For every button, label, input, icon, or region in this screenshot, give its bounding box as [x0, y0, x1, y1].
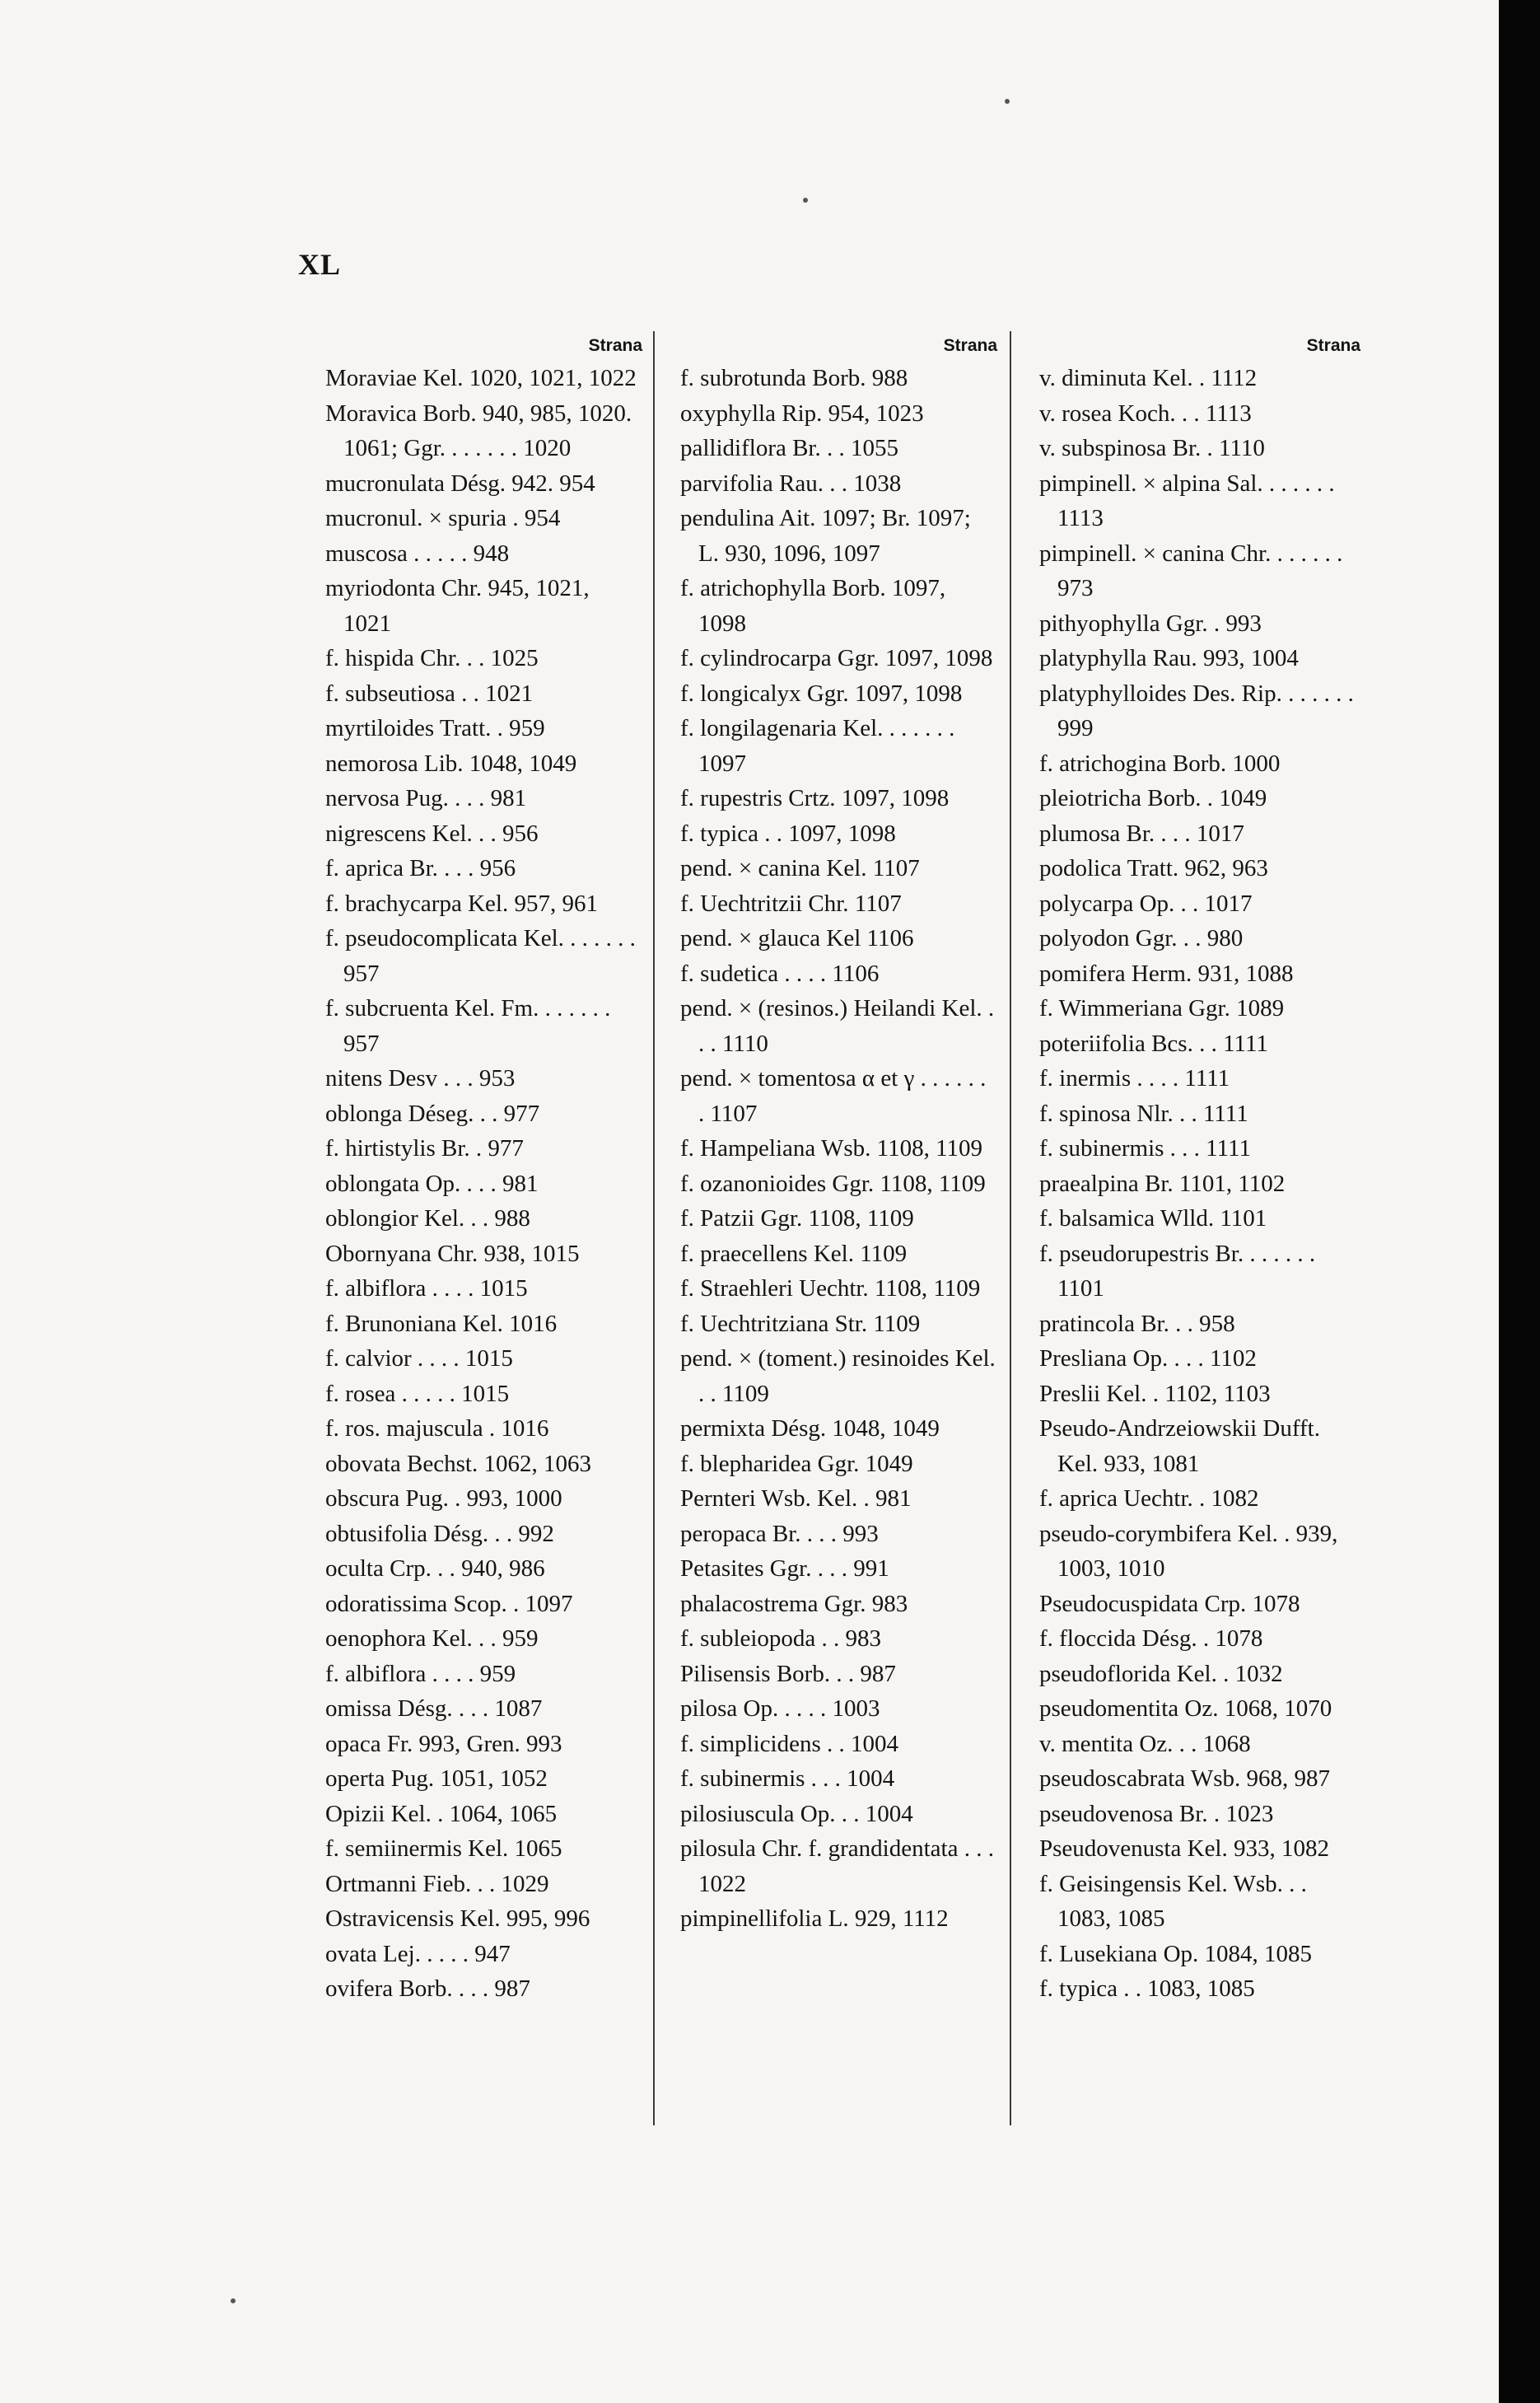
index-entry: f. atrichogina Borb. 1000	[1039, 750, 1281, 777]
index-entry: f. subcruenta Kel. Fm. . . . . . . 957	[325, 995, 617, 1057]
index-column-3	[1039, 331, 1360, 2007]
column-divider	[653, 331, 655, 2125]
entry-list	[680, 361, 1002, 1937]
index-entry: Presliana Op. . . . 1102	[1039, 1345, 1257, 1372]
index-entry: f. cylindrocarpa Ggr. 1097, 1098	[680, 645, 993, 671]
index-entry: f. semiinermis Kel. 1065	[325, 1835, 562, 1862]
index-entry: v. mentita Oz. . . 1068	[1039, 1730, 1251, 1757]
entry-list	[325, 361, 642, 2007]
index-entry: mucronul. × spuria . 954	[325, 505, 561, 531]
index-entry: ovata Lej. . . . . 947	[325, 1940, 511, 1967]
index-entry: Pseudocuspidata Crp. 1078	[1039, 1590, 1300, 1617]
index-entry: f. Brunoniana Kel. 1016	[325, 1310, 558, 1337]
index-entry: peropaca Br. . . . 993	[680, 1520, 879, 1547]
index-entry: poteriifolia Bcs. . . 1111	[1039, 1030, 1268, 1057]
index-entry: omissa Désg. . . . 1087	[325, 1695, 543, 1722]
index-entry: platyphylloides Des. Rip. . . . . . . 999	[1039, 680, 1360, 741]
index-entry: muscosa . . . . . 948	[325, 540, 510, 567]
index-entry: f. spinosa Nlr. . . 1111	[1039, 1100, 1248, 1127]
entry-list	[1039, 361, 1360, 2007]
index-entry: f. subseutiosa . . 1021	[325, 680, 534, 707]
index-entry: nigrescens Kel. . . 956	[325, 820, 539, 847]
index-entry: f. albiflora . . . . 1015	[325, 1275, 528, 1302]
index-entry: f. brachycarpa Kel. 957, 961	[325, 890, 598, 917]
index-entry: polycarpa Op. . . 1017	[1039, 890, 1253, 917]
index-entry: f. atrichophylla Borb. 1097, 1098	[680, 575, 952, 637]
index-entry: Moravica Borb. 940, 985, 1020. 1061; Ggr. . . . . . . 1020	[325, 400, 638, 461]
index-entry: pratincola Br. . . 958	[1039, 1310, 1235, 1337]
index-entry: Ortmanni Fieb. . . 1029	[325, 1870, 549, 1897]
index-entry: permixta Désg. 1048, 1049	[680, 1415, 940, 1442]
index-entry: myrtiloides Tratt. . 959	[325, 715, 545, 741]
index-entry: f. aprica Uechtr. . 1082	[1039, 1485, 1259, 1512]
index-entry: pilosiuscula Op. . . 1004	[680, 1800, 913, 1827]
column-label: Strana	[1306, 336, 1360, 355]
index-entry: podolica Tratt. 962, 963	[1039, 855, 1268, 881]
index-entry: opaca Fr. 993, Gren. 993	[325, 1730, 562, 1757]
index-entry: Preslii Kel. . 1102, 1103	[1039, 1380, 1271, 1407]
index-entry: pomifera Herm. 931, 1088	[1039, 960, 1294, 987]
index-entry: obovata Bechst. 1062, 1063	[325, 1450, 591, 1477]
index-entry: pend. × canina Kel. 1107	[680, 855, 920, 881]
index-entry: oxyphylla Rip. 954, 1023	[680, 400, 924, 427]
index-entry: pseudoscabrata Wsb. 968, 987	[1039, 1765, 1331, 1792]
index-entry: odoratissima Scop. . 1097	[325, 1590, 573, 1617]
index-entry: pseudovenosa Br. . 1023	[1039, 1800, 1274, 1827]
index-entry: parvifolia Rau. . . 1038	[680, 470, 902, 497]
index-entry: obscura Pug. . 993, 1000	[325, 1485, 562, 1512]
index-entry: nemorosa Lib. 1048, 1049	[325, 750, 577, 777]
index-entry: f. aprica Br. . . . 956	[325, 855, 516, 881]
index-entry: f. floccida Désg. . 1078	[1039, 1625, 1263, 1652]
column-divider	[1010, 331, 1011, 2125]
index-entry: oblongata Op. . . . 981	[325, 1170, 539, 1197]
index-entry: Pernteri Wsb. Kel. . 981	[680, 1485, 912, 1512]
index-entry: oblonga Déseg. . . 977	[325, 1100, 540, 1127]
index-entry: f. hispida Chr. . . 1025	[325, 645, 539, 671]
index-entry: pseudoflorida Kel. . 1032	[1039, 1660, 1283, 1687]
index-entry: Pilisensis Borb. . . 987	[680, 1660, 896, 1687]
index-entry: Petasites Ggr. . . . 991	[680, 1555, 889, 1582]
scan-speck	[1005, 99, 1010, 104]
index-entry: pimpinell. × canina Chr. . . . . . . 973	[1039, 540, 1349, 601]
index-entry: v. rosea Koch. . . 1113	[1039, 400, 1252, 427]
index-entry: pilosa Op. . . . . 1003	[680, 1695, 880, 1722]
index-entry: f. ros. majuscula . 1016	[325, 1415, 549, 1442]
index-entry: f. Uechtritziana Str. 1109	[680, 1310, 921, 1337]
index-entry: Pseudo-Andrzeiowskii Dufft. Kel. 933, 1081	[1039, 1415, 1327, 1477]
index-entry: v. subspinosa Br. . 1110	[1039, 435, 1265, 461]
index-entry: f. praecellens Kel. 1109	[680, 1240, 908, 1267]
index-entry: f. albiflora . . . . 959	[325, 1660, 516, 1687]
index-entry: f. Lusekiana Op. 1084, 1085	[1039, 1940, 1313, 1967]
index-entry: f. Geisingensis Kel. Wsb. . . 1083, 1085	[1039, 1870, 1314, 1932]
index-entry: f. typica . . 1083, 1085	[1039, 1975, 1255, 2002]
index-entry: ovifera Borb. . . . 987	[325, 1975, 530, 2002]
index-entry: f. Wimmeriana Ggr. 1089	[1039, 995, 1285, 1022]
index-entry: v. diminuta Kel. . 1112	[1039, 365, 1258, 391]
index-entry: Ostravicensis Kel. 995, 996	[325, 1905, 590, 1932]
index-entry: pendulina Ait. 1097; Br. 1097; L. 930, 1096, 1097	[680, 505, 978, 567]
index-entry: pseudo-corymbifera Kel. . 939, 1003, 1010	[1039, 1520, 1344, 1582]
index-entry: f. blepharidea Ggr. 1049	[680, 1450, 913, 1477]
index-entry: pend. × tomentosa α et γ . . . . . . . 1107	[680, 1065, 992, 1127]
index-entry: pithyophylla Ggr. . 993	[1039, 610, 1262, 637]
index-entry: mucronulata Désg. 942. 954	[325, 470, 595, 497]
index-entry: f. Uechtritzii Chr. 1107	[680, 890, 902, 917]
index-entry: platyphylla Rau. 993, 1004	[1039, 645, 1299, 671]
index-entry: f. longicalyx Ggr. 1097, 1098	[680, 680, 963, 707]
index-entry: pend. × glauca Kel 1106	[680, 925, 914, 951]
index-entry: f. Patzii Ggr. 1108, 1109	[680, 1205, 914, 1232]
index-entry: oblongior Kel. . . 988	[325, 1205, 530, 1232]
index-entry: pend. × (resinos.) Heilandi Kel. . . . 1110	[680, 995, 1001, 1057]
index-entry: f. subinermis . . . 1004	[680, 1765, 895, 1792]
index-entry: pend. × (toment.) resinoides Kel. . . 1109	[680, 1345, 1002, 1407]
index-entry: pimpinellifolia L. 929, 1112	[680, 1905, 949, 1932]
index-entry: Obornyana Chr. 938, 1015	[325, 1240, 580, 1267]
index-entry: f. pseudorupestris Br. . . . . . . 1101	[1039, 1240, 1322, 1302]
index-entry: f. Hampeliana Wsb. 1108, 1109	[680, 1135, 982, 1162]
index-entry: obtusifolia Désg. . . 992	[325, 1520, 554, 1547]
index-entry: Moraviae Kel. 1020, 1021, 1022	[325, 365, 637, 391]
index-entry: oculta Crp. . . 940, 986	[325, 1555, 545, 1582]
index-entry: pallidiflora Br. . . 1055	[680, 435, 898, 461]
index-entry: f. subrotunda Borb. 988	[680, 365, 908, 391]
index-entry: pilosula Chr. f. grandidentata . . . 1022	[680, 1835, 1001, 1897]
index-entry: f. pseudocomplicata Kel. . . . . . . 957	[325, 925, 642, 987]
index-entry: f. sudetica . . . . 1106	[680, 960, 880, 987]
scan-edge	[1499, 0, 1540, 2403]
index-entry: f. inermis . . . . 1111	[1039, 1065, 1230, 1092]
index-entry: plumosa Br. . . . 1017	[1039, 820, 1244, 847]
index-entry: f. subleiopoda . . 983	[680, 1625, 882, 1652]
index-entry: f. ozanonioides Ggr. 1108, 1109	[680, 1170, 986, 1197]
index-entry: f. rupestris Crtz. 1097, 1098	[680, 785, 950, 811]
index-entry: f. subinermis . . . 1111	[1039, 1135, 1251, 1162]
index-entry: Pseudovenusta Kel. 933, 1082	[1039, 1835, 1329, 1862]
index-entry: f. balsamica Wlld. 1101	[1039, 1205, 1267, 1232]
index-entry: f. longilagenaria Kel. . . . . . . 1097	[680, 715, 961, 777]
index-entry: f. typica . . 1097, 1098	[680, 820, 896, 847]
index-entry: f. calvior . . . . 1015	[325, 1345, 513, 1372]
index-entry: polyodon Ggr. . . 980	[1039, 925, 1244, 951]
index-entry: f. rosea . . . . . 1015	[325, 1380, 510, 1407]
column-label: Strana	[943, 336, 997, 355]
index-entry: praealpina Br. 1101, 1102	[1039, 1170, 1286, 1197]
index-entry: f. Straehleri Uechtr. 1108, 1109	[680, 1275, 981, 1302]
index-entry: phalacostrema Ggr. 983	[680, 1590, 908, 1617]
index-entry: pimpinell. × alpina Sal. . . . . . . 1113	[1039, 470, 1341, 531]
index-entry: operta Pug. 1051, 1052	[325, 1765, 548, 1792]
column-label: Strana	[588, 336, 642, 355]
index-entry: pseudomentita Oz. 1068, 1070	[1039, 1695, 1332, 1722]
index-entry: nervosa Pug. . . . 981	[325, 785, 527, 811]
scan-speck	[231, 2298, 236, 2303]
index-entry: Opizii Kel. . 1064, 1065	[325, 1800, 558, 1827]
index-column-1	[325, 331, 642, 2007]
index-column-2	[680, 331, 1002, 1937]
index-entry: pleiotricha Borb. . 1049	[1039, 785, 1267, 811]
index-entry: myriodonta Chr. 945, 1021, 1021	[325, 575, 595, 637]
index-entry: f. simplicidens . . 1004	[680, 1730, 899, 1757]
page-number: XL	[298, 248, 342, 281]
index-entry: f. hirtistylis Br. . 977	[325, 1135, 524, 1162]
scan-speck	[803, 198, 808, 203]
index-entry: nitens Desv . . . 953	[325, 1065, 516, 1092]
index-entry: oenophora Kel. . . 959	[325, 1625, 539, 1652]
